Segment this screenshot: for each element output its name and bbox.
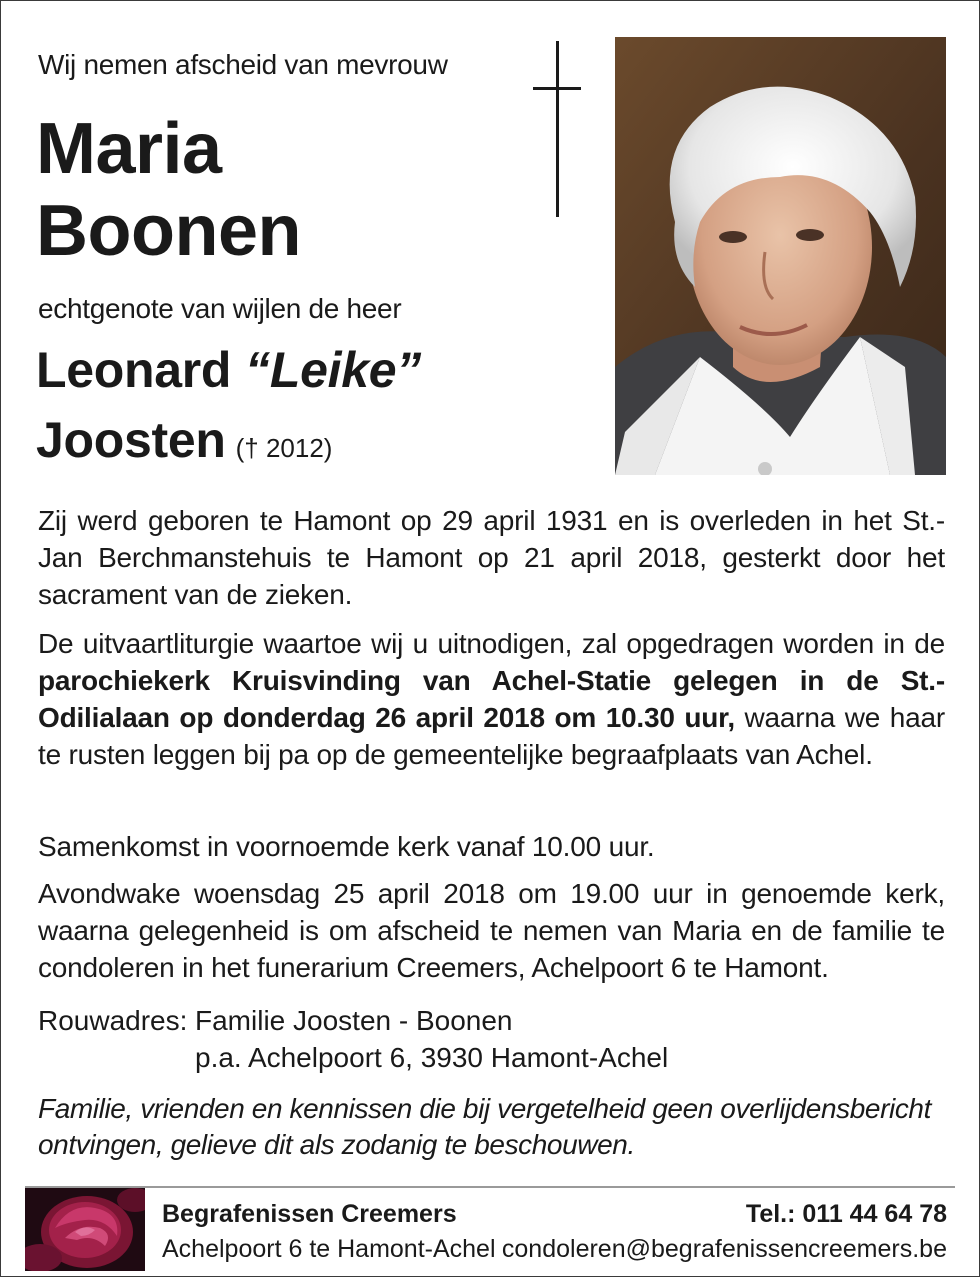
birth-death-paragraph: Zij werd geboren te Hamont op 29 april 1931 en is overleden in het St.-Jan Berchmanstehuis te Hamont op 21 april 2018, gesterkt door het sacrament van de zieken. xyxy=(38,505,945,610)
funeral-home-email[interactable]: condoleren@begrafenissencreemers.be xyxy=(501,1235,947,1263)
mourning-address-label: Rouwadres: xyxy=(38,1005,188,1036)
funeral-details: parochiekerk Kruisvinding van Achel-Statie gelegen in de St.-Odilialaan op donderdag 26 april 2018 om 10.30 uur, xyxy=(38,665,945,733)
mourning-address-line1: Familie Joosten - Boonen xyxy=(195,1005,513,1036)
portrait-photo xyxy=(615,37,946,475)
funeral-intro-text: De uitvaartliturgie waartoe wij u uitnodigen, zal opgedragen worden in de xyxy=(38,628,945,659)
funeral-home-address: Achelpoort 6 te Hamont-Achel xyxy=(162,1235,496,1263)
funeral-burial-text: waarna we haar te rusten leggen bij pa op de gemeentelijke begraafplaats van Achel. xyxy=(38,702,945,770)
funeral-home-name: Begrafenissen Creemers xyxy=(162,1200,457,1228)
spouse-last-name: Joosten xyxy=(36,412,226,468)
funeral-home-phone: Tel.: 011 44 64 78 xyxy=(745,1200,947,1228)
spouse-surname-line xyxy=(36,411,332,477)
wake-paragraph: Avondwake woensdag 25 april 2018 om 19.00 uur in genoemde kerk, waarna gelegenheid is om afscheid te nemen van Maria en de familie te condoleren in het funerarium Creemers, Achelpoort 6 te Hamont. xyxy=(38,878,945,983)
deceased-last-name: Boonen xyxy=(36,191,301,271)
rose-image xyxy=(25,1188,145,1271)
spouse-intro-text: echtgenote van wijlen de heer xyxy=(38,293,402,324)
spouse-name-line xyxy=(36,341,421,399)
deceased-first-name: Maria xyxy=(36,109,222,189)
footer-divider xyxy=(25,1186,955,1188)
intro-text: Wij nemen afscheid van mevrouw xyxy=(38,49,448,80)
cross-icon xyxy=(533,41,581,217)
mourning-address-line2: p.a. Achelpoort 6, 3930 Hamont-Achel xyxy=(195,1042,669,1073)
spouse-nickname: “Leike” xyxy=(245,342,421,398)
notice-text: Familie, vrienden en kennissen die bij vergetelheid geen overlijdensbericht ontvingen, gelieve dit als zodanig te beschouwen. xyxy=(38,1093,931,1160)
gathering-paragraph: Samenkomst in voornoemde kerk vanaf 10.00 uur. xyxy=(38,831,655,862)
spouse-death-year: († 2012) xyxy=(235,433,333,463)
funeral-paragraph xyxy=(38,625,945,773)
spouse-first-name: Leonard xyxy=(36,342,232,398)
